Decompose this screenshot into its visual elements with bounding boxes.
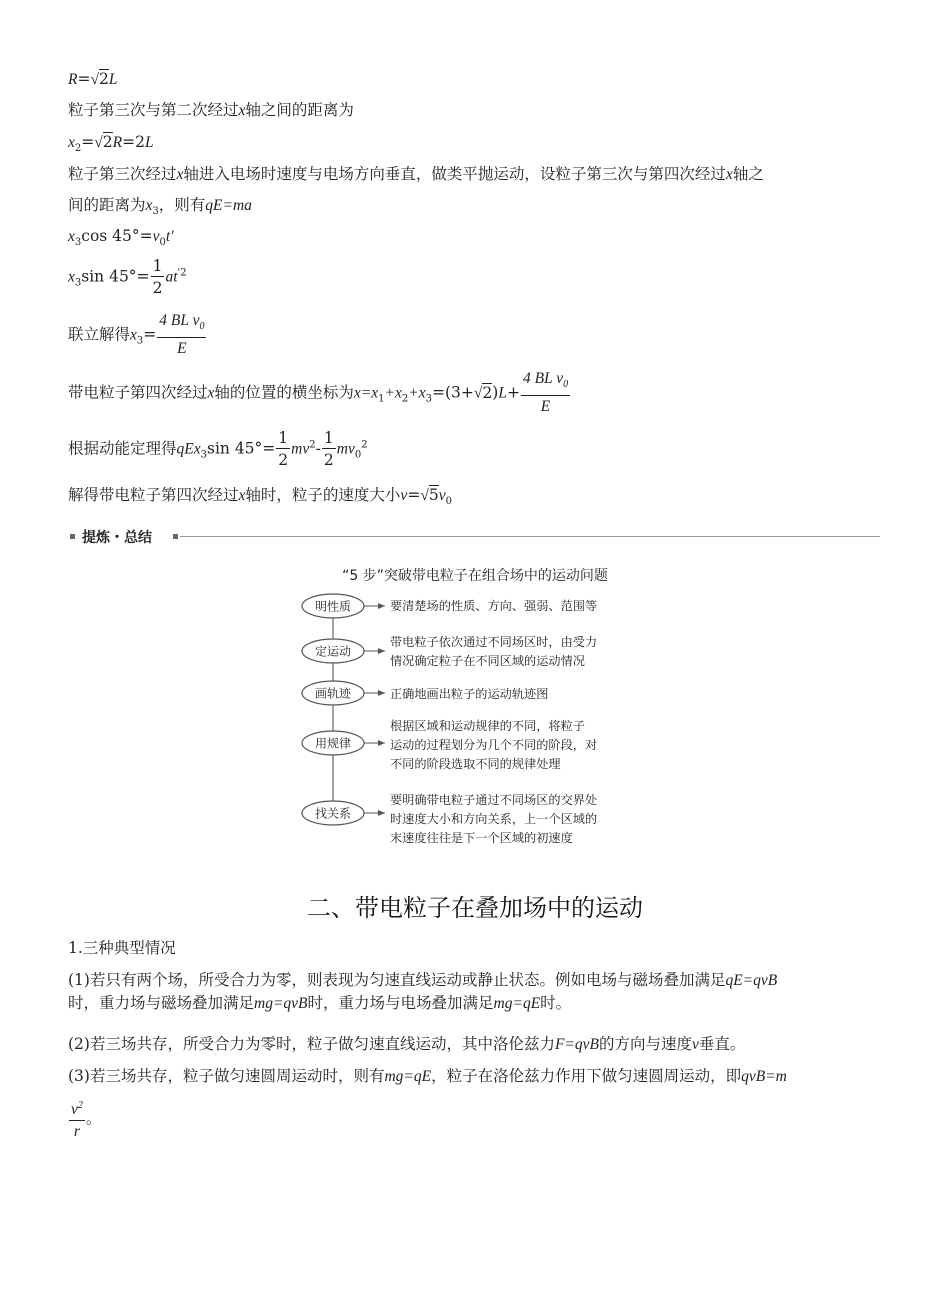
text-segment: 。 bbox=[85, 1109, 102, 1128]
text-segment: 的方向与速度 bbox=[599, 1035, 693, 1053]
cases-title: 1.三种典型情况 bbox=[68, 939, 176, 957]
fraction-x3 bbox=[521, 369, 570, 418]
subscript: 3 bbox=[152, 206, 159, 218]
diagram-title: “5 步”突破带电粒子在组合场中的运动问题 bbox=[342, 568, 608, 584]
var-x: x bbox=[207, 384, 215, 402]
equals: = bbox=[143, 325, 157, 344]
eq-fourth-position bbox=[68, 369, 571, 418]
var-x: x bbox=[68, 228, 75, 245]
text-segment: 粒子第三次经过 bbox=[68, 165, 177, 183]
var-L: L bbox=[144, 134, 154, 151]
text-segment: 根据动能定理得 bbox=[68, 439, 177, 458]
text-segment: 轴之 bbox=[732, 165, 764, 183]
step-description: 运动的过程划分为几个不同的阶段，对 bbox=[390, 738, 598, 752]
denominator: 2 bbox=[278, 451, 289, 469]
var-t-prime: t' bbox=[165, 228, 174, 245]
text-line-distance bbox=[68, 99, 354, 122]
equals: = bbox=[407, 486, 421, 504]
subscript: 1 bbox=[378, 393, 385, 405]
fraction-half bbox=[151, 256, 165, 299]
text-segment: ，则有 bbox=[158, 196, 206, 214]
denominator: E bbox=[540, 398, 551, 416]
var-x: x bbox=[725, 166, 733, 183]
text-segment: =2 bbox=[122, 133, 145, 151]
text-segment: 时。 bbox=[540, 994, 572, 1012]
case-3-fraction bbox=[68, 1096, 101, 1143]
expr-segment: +x bbox=[384, 384, 402, 402]
equals: = bbox=[77, 70, 91, 88]
heading-superposed-fields: 二、带电粒子在叠加场中的运动 bbox=[307, 894, 643, 922]
text-line-third-pass bbox=[68, 163, 764, 186]
subscript: 3 bbox=[74, 277, 82, 289]
step-node-label: 找关系 bbox=[314, 806, 352, 821]
numerator: 1 bbox=[278, 429, 289, 447]
text-line-x3 bbox=[68, 194, 252, 223]
step-description: 情况确定粒子在不同区域的运动情况 bbox=[390, 654, 585, 668]
step-node-label: 明性质 bbox=[314, 599, 352, 614]
numerator bbox=[521, 369, 570, 396]
denominator: E bbox=[177, 340, 187, 358]
step-description: 要明确带电粒子通过不同场区的交界处 bbox=[390, 793, 598, 807]
expr-qEx: qEx bbox=[176, 440, 201, 458]
denominator: 2 bbox=[323, 451, 334, 469]
text-segment: 轴之间的距离为 bbox=[245, 101, 354, 119]
numerator bbox=[69, 1096, 85, 1121]
radicand: 5 bbox=[428, 486, 439, 504]
text-segment: 垂直。 bbox=[698, 1035, 746, 1053]
flow-diagram bbox=[290, 558, 670, 858]
text-segment: 解得带电粒子第四次经过 bbox=[68, 486, 239, 504]
case-2 bbox=[68, 1033, 883, 1056]
square-bullet-icon bbox=[173, 534, 178, 539]
step-node-label: 画轨迹 bbox=[314, 686, 352, 701]
subscript: 0 bbox=[159, 237, 166, 249]
denominator: r bbox=[73, 1123, 80, 1141]
var-v: v bbox=[152, 228, 160, 245]
case-3 bbox=[68, 1065, 883, 1088]
step-description: 带电粒子依次通过不同场区时，由受力 bbox=[390, 635, 598, 649]
eq-final-speed bbox=[68, 484, 452, 513]
case-1 bbox=[68, 969, 883, 1015]
section-header-summary bbox=[68, 527, 880, 547]
var-R: R bbox=[68, 71, 78, 88]
text-segment: 间的距离为 bbox=[68, 196, 146, 214]
text-segment: (2)若三场共存，所受合力为零时，粒子做匀速直线运动，其中洛伦兹力 bbox=[68, 1035, 555, 1053]
var-x: x bbox=[145, 197, 153, 214]
var-x: x bbox=[130, 326, 137, 344]
var-R: R bbox=[112, 134, 123, 151]
subscript: 2 bbox=[74, 143, 82, 155]
radicand: 2 bbox=[98, 70, 109, 88]
sqrt-symbol: √ bbox=[420, 487, 429, 504]
var-x: x bbox=[176, 166, 184, 183]
equals: = bbox=[81, 133, 95, 151]
text-segment: sin 45°= bbox=[81, 267, 150, 286]
numerator-text: 4 BL v bbox=[159, 312, 200, 329]
superscript: 2 bbox=[309, 439, 316, 451]
var-x: x bbox=[238, 487, 246, 504]
superscript: '2 bbox=[177, 267, 187, 279]
eq-newton: qE=ma bbox=[205, 197, 252, 214]
subscript: 0 bbox=[563, 379, 569, 391]
fraction-v2-r bbox=[69, 1096, 85, 1143]
superscript: 2 bbox=[77, 1100, 83, 1111]
eq-solve-x3 bbox=[68, 311, 207, 360]
fraction-x3 bbox=[157, 311, 206, 360]
step-description: 要清楚场的性质、方向、强弱、范围等 bbox=[390, 599, 598, 613]
var-L: L bbox=[498, 384, 507, 402]
subscript: 0 bbox=[354, 449, 362, 461]
var-L: L bbox=[108, 71, 118, 88]
plus: + bbox=[506, 383, 520, 402]
text-segment: 轴的位置的横坐标为 bbox=[214, 383, 354, 402]
eq-energy bbox=[68, 428, 368, 471]
subscript: 3 bbox=[425, 393, 432, 405]
numerator: 1 bbox=[323, 429, 334, 447]
step-description: 不同的阶段选取不同的规律处理 bbox=[390, 757, 561, 771]
text-segment: 带电粒子第四次经过 bbox=[68, 383, 208, 402]
eq-sin bbox=[68, 256, 187, 299]
step-description: 根据区域和运动规律的不同，将粒子 bbox=[390, 719, 585, 733]
text-segment: 粒子第三次与第二次经过 bbox=[68, 101, 239, 119]
expr-segment: =(3+ bbox=[431, 383, 474, 402]
expr-mv: mv bbox=[291, 440, 310, 458]
step-description: 末速度往往是下一个区域的初速度 bbox=[390, 831, 573, 845]
var-x: x bbox=[238, 102, 246, 119]
numerator: 1 bbox=[152, 257, 163, 275]
text-segment: (1)若只有两个场，所受合力为零，则表现为匀速直线运动或静止状态。例如电场与磁场叠加满足 bbox=[68, 971, 726, 989]
step-description: 正确地画出粒子的运动轨迹图 bbox=[390, 687, 549, 701]
text-segment: sin 45°= bbox=[207, 439, 276, 458]
eq-mg-qE: mg=qE bbox=[384, 1068, 432, 1085]
expr-mv0: mv bbox=[336, 440, 355, 458]
text-segment: 时，重力场与电场叠加满足 bbox=[307, 994, 494, 1012]
fraction-half bbox=[322, 428, 336, 471]
eq-cos bbox=[68, 225, 174, 254]
eq-mg-qE: mg=qE bbox=[493, 995, 541, 1012]
subscript: 3 bbox=[136, 335, 144, 347]
sqrt-symbol: √ bbox=[473, 384, 483, 402]
sqrt-symbol: √ bbox=[90, 71, 99, 88]
step-node-label: 用规律 bbox=[314, 736, 352, 751]
expr-segment: +x bbox=[408, 384, 426, 402]
expr-segment: =x bbox=[360, 384, 379, 402]
text-segment: 轴时，粒子的速度大小 bbox=[245, 486, 401, 504]
minus: - bbox=[315, 439, 321, 458]
section-label: 提炼・总结 bbox=[82, 530, 152, 546]
text-segment: ，粒子在洛伦兹力作用下做匀速圆周运动，即 bbox=[431, 1067, 742, 1085]
subscript: 0 bbox=[445, 496, 452, 508]
sqrt-symbol: √ bbox=[94, 134, 103, 151]
subscript: 3 bbox=[200, 449, 207, 461]
var-v: v bbox=[692, 1036, 699, 1053]
var-at: at bbox=[165, 268, 178, 286]
expr-segment: ) bbox=[492, 383, 499, 402]
text-segment: 联立解得 bbox=[68, 325, 131, 344]
eq-radius bbox=[68, 68, 117, 91]
subscript: 2 bbox=[401, 393, 409, 405]
eq-x2 bbox=[68, 131, 154, 160]
text-segment: 轴进入电场时速度与电场方向垂直，做类平抛运动，设粒子第三次与第四次经过 bbox=[183, 165, 726, 183]
numerator-text: v bbox=[71, 1101, 78, 1119]
radicand: 2 bbox=[102, 133, 113, 151]
step-node-label: 定运动 bbox=[314, 644, 352, 659]
text-segment: (3)若三场共存，粒子做匀速圆周运动时，则有 bbox=[68, 1067, 385, 1085]
numerator-text: 4 BL v bbox=[522, 370, 564, 387]
square-bullet-icon bbox=[70, 534, 75, 539]
subscript: 3 bbox=[74, 237, 82, 249]
text-segment: 时，重力场与磁场叠加满足 bbox=[68, 994, 255, 1012]
numerator bbox=[157, 311, 206, 338]
var-v: v bbox=[400, 487, 408, 504]
eq-lorentz: F=qvB bbox=[554, 1036, 599, 1053]
text-segment: cos 45°= bbox=[81, 227, 153, 245]
eq-mg-qvB: mg=qvB bbox=[254, 995, 308, 1012]
var-x: x bbox=[353, 384, 361, 402]
fraction-half bbox=[276, 428, 290, 471]
subscript: 0 bbox=[199, 321, 205, 333]
var-x: x bbox=[68, 268, 75, 286]
eq-qE-qvB: qE=qvB bbox=[725, 972, 778, 989]
radicand: 2 bbox=[482, 383, 493, 402]
eq-qvB-m: qvB=m bbox=[741, 1068, 787, 1085]
var-x: x bbox=[68, 134, 75, 151]
superscript: 2 bbox=[361, 439, 368, 451]
var-v: v bbox=[438, 487, 446, 504]
section-rule bbox=[180, 536, 880, 537]
denominator: 2 bbox=[152, 279, 163, 297]
step-description: 时速度大小和方向关系，上一个区域的 bbox=[390, 812, 598, 826]
